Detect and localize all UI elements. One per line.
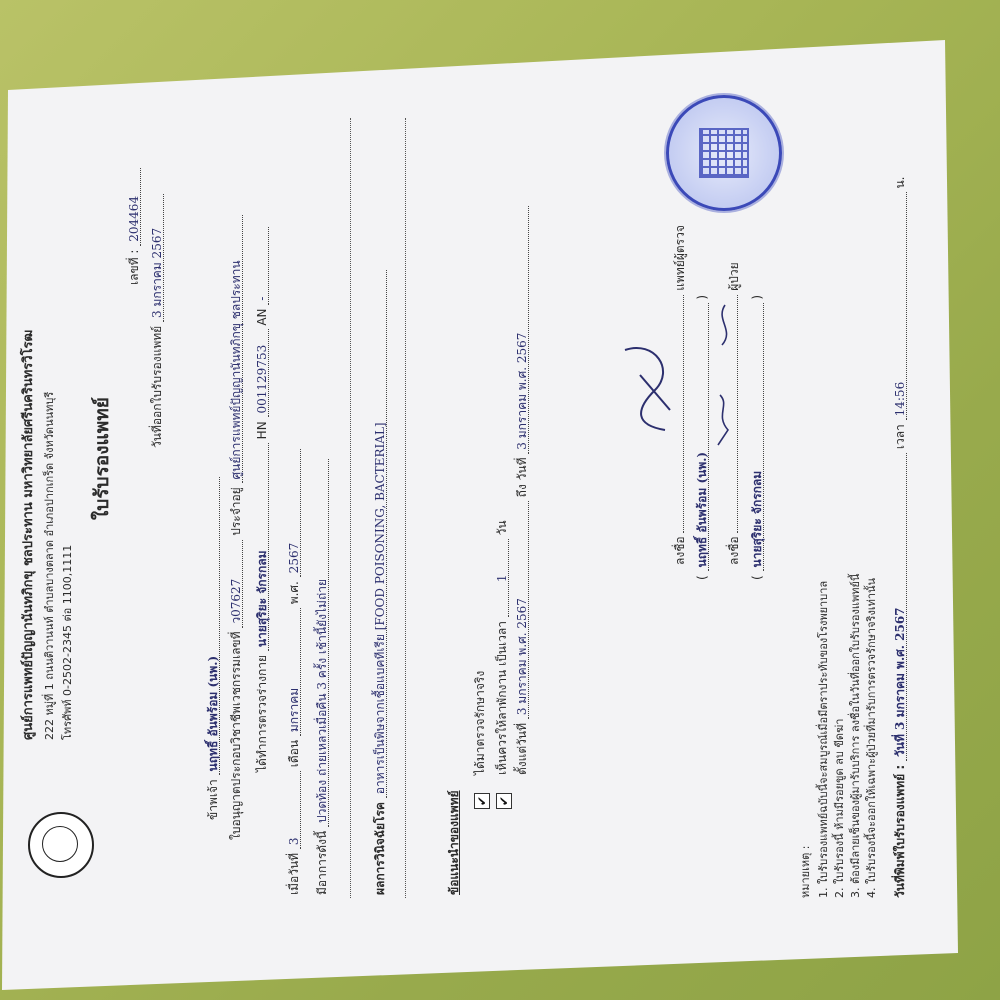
exam-month: มกราคม xyxy=(288,608,301,736)
print-time: 14:56 xyxy=(894,192,907,420)
time-label: เวลา xyxy=(893,424,907,450)
license-label: ใบอนุญาตประกอบวิชาชีพเวชกรรมเลขที่ xyxy=(229,631,243,840)
patient-sign-line xyxy=(728,262,740,565)
symptoms-label: มีอาการดังนี้ xyxy=(315,830,329,895)
note-item: 4. ใบรับรองนี้จะออกให้เฉพาะผู้ป่วยที่มารับการตรวจรักษาจริงเท่านั้น xyxy=(865,577,878,898)
issue-date-value: 3 มกราคม 2567 xyxy=(151,194,164,322)
note-item: 3. ต้องมีลายเซ็นของผู้มารับบริการ ลงชื่อในวันที่ออกใบรับรองแพทย์นี้ xyxy=(849,573,862,898)
doctor-printed-name-value: นฤทธิ์ อันพร้อม (นพ.) xyxy=(696,303,709,571)
patient-printed-name-value: นายสุริยะ จักรกลม xyxy=(751,303,764,571)
blank-line xyxy=(350,118,351,898)
blank-line xyxy=(405,118,406,898)
year-label: พ.ศ. xyxy=(287,581,301,605)
issue-date-label: วันที่ออกใบรับรองแพทย์ xyxy=(150,325,164,448)
when-label: เมื่อวันที่ xyxy=(287,852,301,895)
hospital-seal-stamp xyxy=(666,95,782,211)
symptoms-line xyxy=(316,459,329,895)
hn-value: 001129753 xyxy=(256,330,269,418)
rest-label: เห็นควรให้ลาพักงาน เป็นเวลา xyxy=(495,621,509,775)
patient-printed-name: ( นายสุริยะ จักรกลม ) xyxy=(750,294,764,580)
workplace: ศูนย์การแพทย์ปัญญานันทภิกขุ ชลประทาน xyxy=(230,215,243,483)
month-label: เดือน xyxy=(287,739,301,768)
doc-number-label: เลขที่ : xyxy=(127,249,141,285)
doc-number xyxy=(128,168,141,285)
org-address: 222 หมู่ที่ 1 ถนนติวานนท์ ตำบลบางตลาด อำเภอปากเกร็ด จังหวัดนนทบุรี xyxy=(43,391,56,740)
to-date: 3 มกราคม พ.ศ. 2567 xyxy=(516,206,529,454)
doctor-printed-name: ( นฤทธิ์ อันพร้อม (นพ.) ) xyxy=(695,294,709,580)
advice-title: ข้อแนะนำของแพทย์ xyxy=(447,790,461,895)
doc-title: ใบรับรองแพทย์ xyxy=(91,397,113,520)
org-phone: โทรศัพท์ 0-2502-2345 ต่อ 1100,1111 xyxy=(61,544,74,740)
diagnosis: อาหารเป็นพิษจากเชื้อแบคทีเรีย [FOOD POISONING, BACTERIAL] xyxy=(374,270,387,798)
workplace-label: ประจำอยู่ xyxy=(229,487,243,536)
hn-label: HN xyxy=(255,421,269,440)
doctor-name: นฤทธิ์ อันพร้อม (นพ.) xyxy=(207,477,220,775)
doctor-sign-label: ลงชื่อ xyxy=(673,536,687,565)
print-date: วันที่ 3 มกราคม พ.ศ. 2567 xyxy=(894,453,907,761)
issue-date xyxy=(151,194,164,448)
doc-number-value: 204464 xyxy=(128,168,141,246)
license-line xyxy=(230,215,243,840)
patient-line xyxy=(256,227,269,772)
patient-name: นายสุริยะ จักรกลม xyxy=(256,443,269,651)
print-line xyxy=(894,177,907,898)
rest-days: 1 xyxy=(496,539,509,617)
checkbox-attended[interactable]: ✔ xyxy=(474,793,490,809)
notes-title: หมายเหตุ : xyxy=(799,845,812,898)
exam-day: 3 xyxy=(288,771,301,849)
note-item: 2. ใบรับรองนี้ ห้ามมีรอยขูด ลบ ขีดฆ่า xyxy=(833,718,846,898)
doctor-sign-line xyxy=(674,225,686,565)
checkbox-rest[interactable]: ✔ xyxy=(496,793,512,809)
symptoms: ปวดท้อง ถ่ายเหลวเมื่อคืน 3 ครั้ง เช้านี้ยังไม่ถ่าย xyxy=(316,459,329,827)
diagnosis-label: ผลการวินิจฉัยโรค xyxy=(373,802,387,895)
license-no: ว07627 xyxy=(230,540,243,628)
an-label: AN xyxy=(255,308,269,326)
print-label: วันที่พิมพ์ใบรับรองแพทย์ : xyxy=(893,764,907,898)
diagnosis-line xyxy=(374,270,387,895)
advice-attended: ได้มาตรวจรักษาจริง xyxy=(473,670,487,775)
examined-label: ได้ทำการตรวจร่างกาย xyxy=(255,654,269,772)
advice-rest-line xyxy=(496,520,509,775)
days-unit: วัน xyxy=(495,520,509,536)
patient-sign-label: ลงชื่อ xyxy=(727,536,741,565)
i-label: ข้าพเจ้า xyxy=(206,779,220,820)
to-label: ถึง วันที่ xyxy=(515,457,529,498)
hospital-logo xyxy=(28,812,94,878)
rest-period-line xyxy=(516,206,529,775)
patient-role: ผู้ป่วย xyxy=(727,262,741,291)
from-date: 3 มกราคม พ.ศ. 2567 xyxy=(516,501,529,719)
org-name: ศูนย์การแพทย์ปัญญานันทภิกขุ ชลประทาน มหาวิทยาลัยศรีนครินทรวิโรฒ xyxy=(21,329,36,740)
exam-date-line xyxy=(288,449,301,895)
an-value: - xyxy=(256,227,269,305)
exam-year: 2567 xyxy=(288,449,301,577)
doctor-line xyxy=(207,477,220,820)
time-unit: น. xyxy=(893,176,907,189)
from-label: ตั้งแต่วันที่ xyxy=(515,722,529,775)
note-item: 1. ใบรับรองแพทย์ฉบับนี้จะสมบูรณ์เมื่อมีตราประทับของโรงพยาบาล xyxy=(817,580,830,898)
doctor-role: แพทย์ผู้ตรวจ xyxy=(673,225,687,291)
